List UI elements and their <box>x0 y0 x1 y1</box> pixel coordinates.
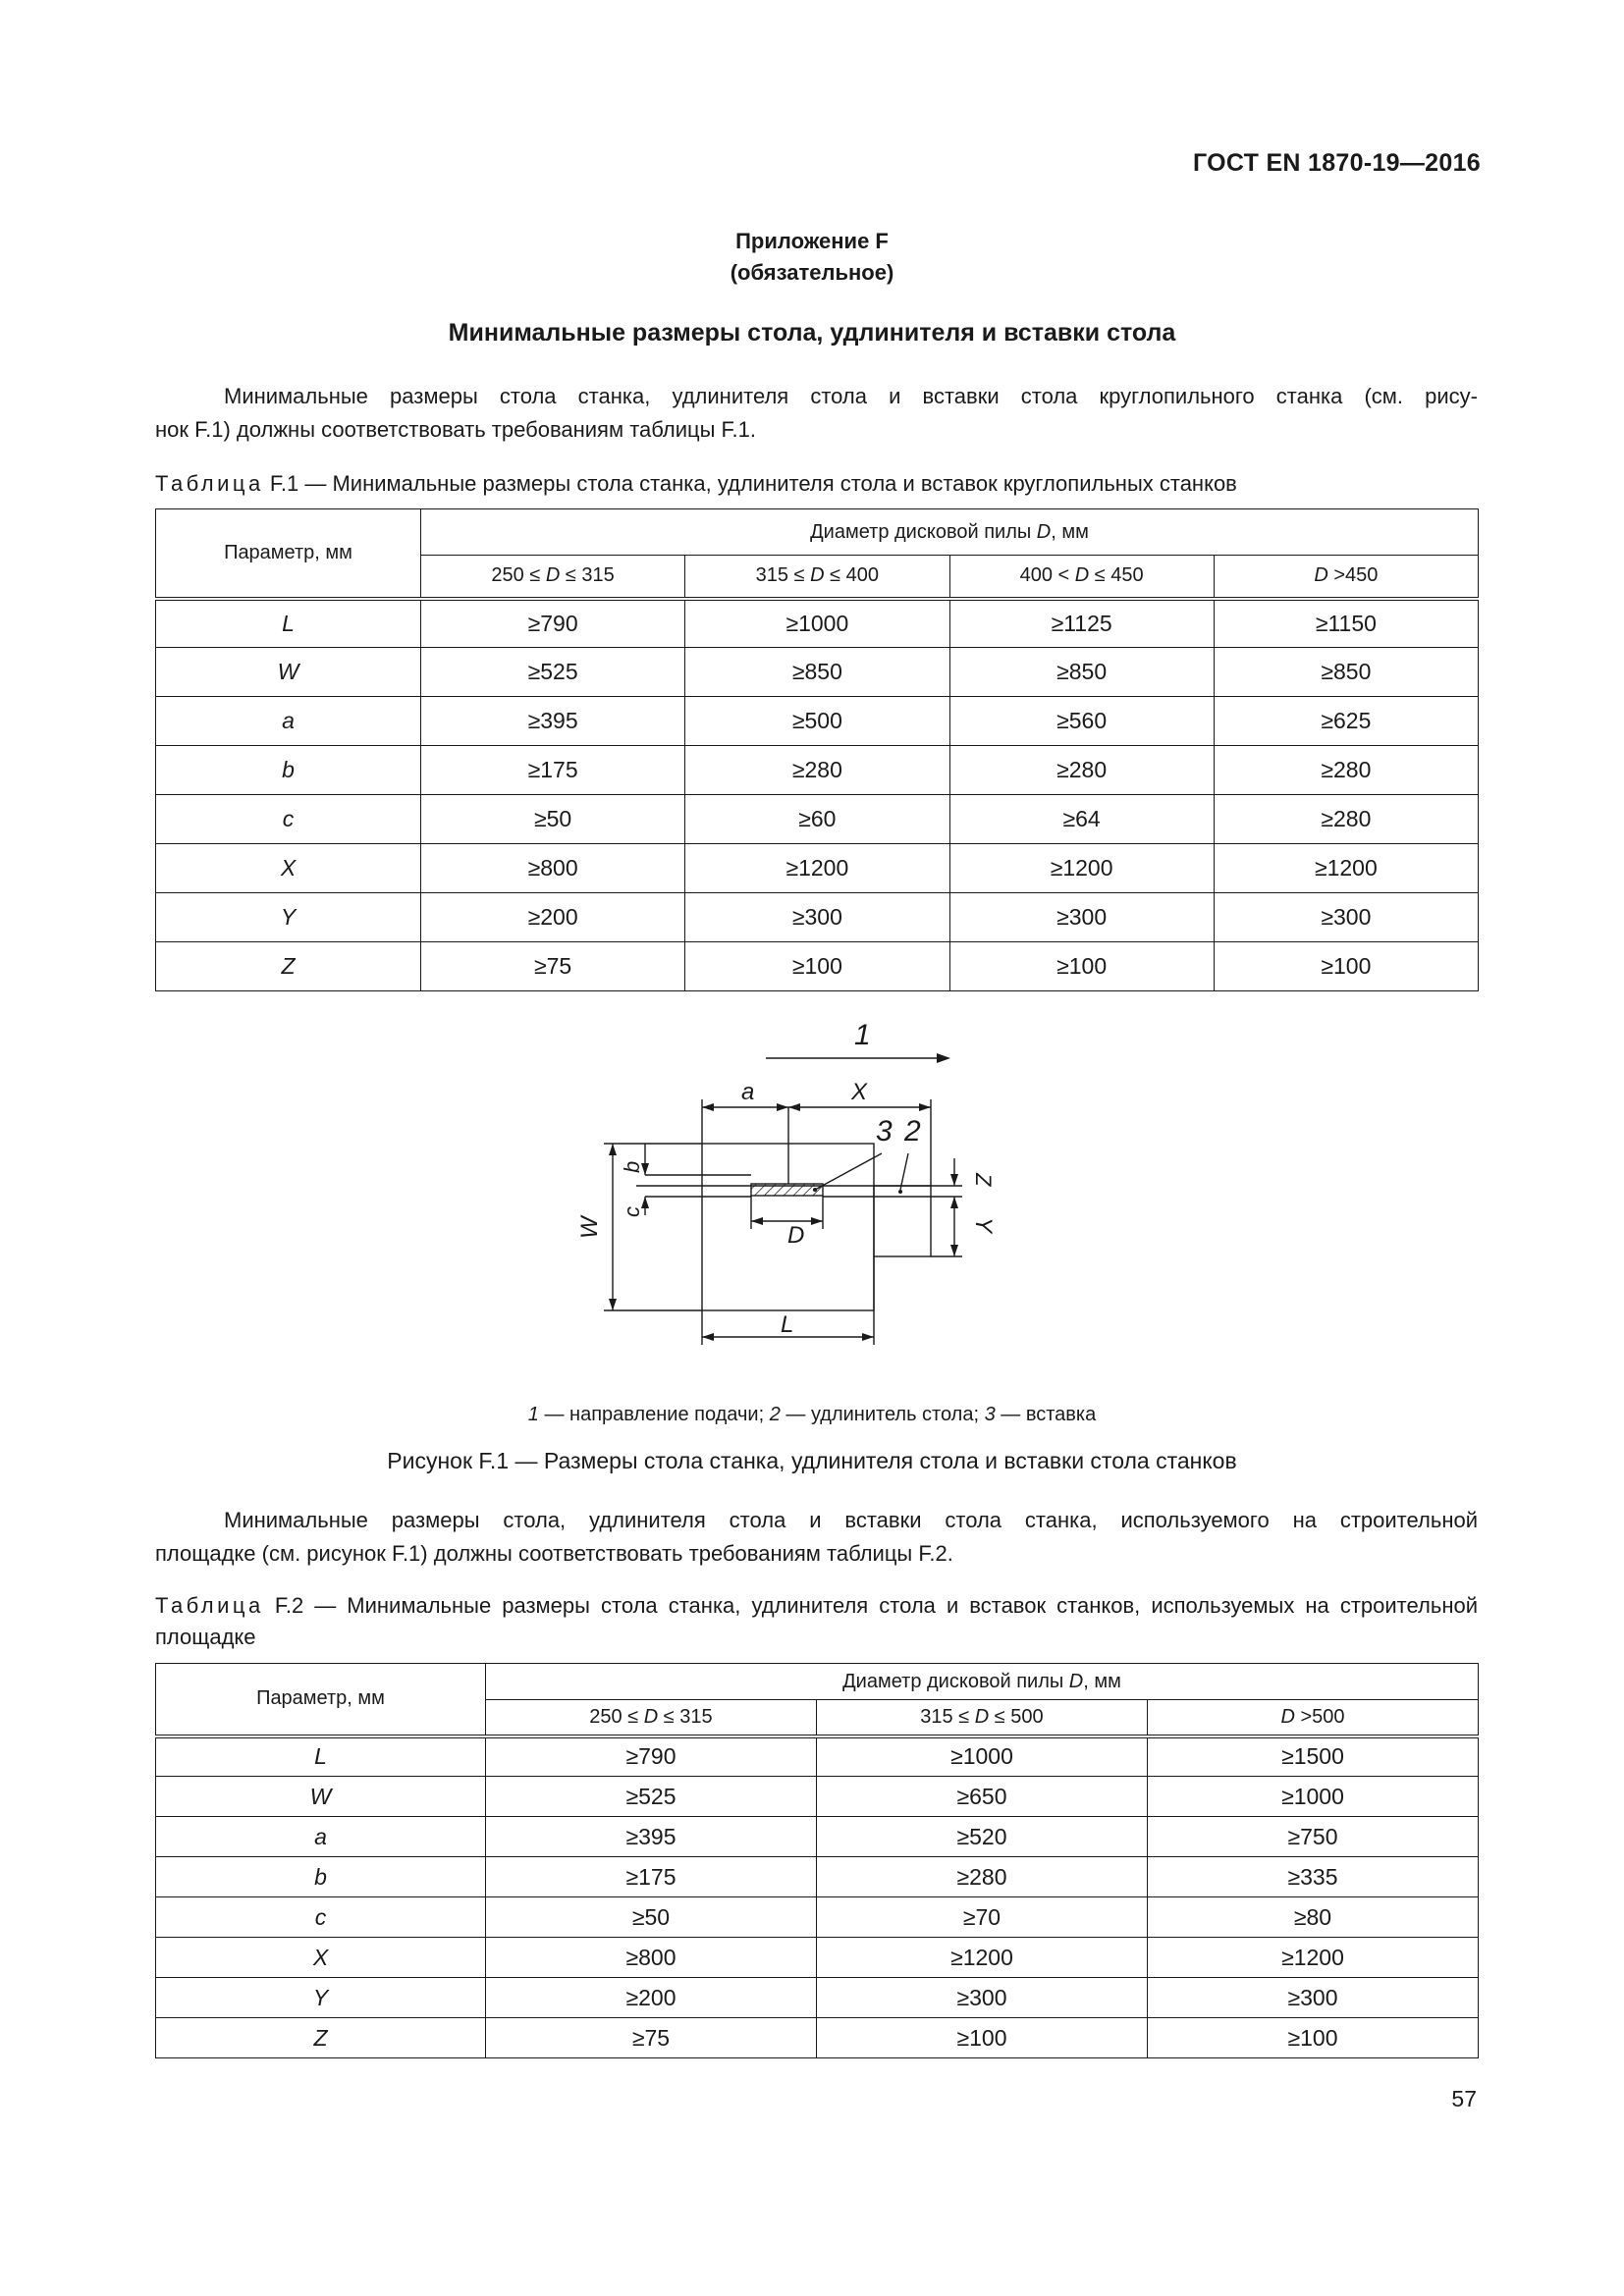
value-cell: ≥525 <box>486 1777 817 1817</box>
fig-label-w: W <box>576 1216 603 1239</box>
parameter-cell: L <box>156 1736 486 1777</box>
paragraph-2 <box>155 1504 1478 1571</box>
table-2-caption <box>155 1590 1478 1653</box>
parameter-cell: c <box>156 795 421 844</box>
table-1-caption-text: F.1 — Минимальные размеры стола станка, удлинителя стола и вставок круглопильных станков <box>269 471 1237 496</box>
parameter-cell: b <box>156 1857 486 1897</box>
value-cell: ≥280 <box>1214 795 1478 844</box>
table-1 <box>155 508 1479 991</box>
appendix-status: (обязательное) <box>730 260 894 285</box>
appendix-title: Приложение F <box>735 229 889 253</box>
fig-label-c: c <box>620 1206 644 1217</box>
parameter-cell: Y <box>156 893 421 942</box>
value-cell: ≥1125 <box>949 599 1214 648</box>
table-row <box>156 697 1479 746</box>
table-2-param-header: Параметр, мм <box>156 1664 486 1736</box>
value-cell: ≥625 <box>1214 697 1478 746</box>
value-cell: ≥335 <box>1148 1857 1479 1897</box>
value-cell: ≥75 <box>421 942 685 991</box>
value-cell: ≥100 <box>1214 942 1478 991</box>
value-cell: ≥395 <box>486 1817 817 1857</box>
standard-header: ГОСТ EN 1870-19—2016 <box>1193 149 1481 177</box>
value-cell: ≥850 <box>1214 648 1478 697</box>
table-row <box>156 1736 1479 1777</box>
value-cell: ≥800 <box>486 1938 817 1978</box>
value-cell: ≥280 <box>949 746 1214 795</box>
value-cell: ≥1200 <box>949 844 1214 893</box>
parameter-cell: b <box>156 746 421 795</box>
figure-title: Рисунок F.1 — Размеры стола станка, удлинителя стола и вставки стола станков <box>387 1448 1237 1473</box>
value-cell: ≥100 <box>1148 2018 1479 2058</box>
value-cell: ≥1000 <box>817 1736 1148 1777</box>
value-cell: ≥1200 <box>1148 1938 1479 1978</box>
fig-label-x: X <box>851 1079 868 1105</box>
table-2-caption-text: F.2 — Минимальные размеры стола станка, удлинителя стола и вставок станков, используемых на строительной площадке <box>155 1593 1478 1649</box>
table-row <box>156 1857 1479 1897</box>
value-cell: ≥70 <box>817 1897 1148 1938</box>
value-cell: ≥280 <box>685 746 949 795</box>
section-heading: Минимальные размеры стола, удлинителя и вставки стола <box>448 319 1176 347</box>
table1-col-header: 250 ≤ D ≤ 315 <box>421 556 685 599</box>
fig-label-feed-direction: 1 <box>854 1019 871 1051</box>
table-row <box>156 844 1479 893</box>
table1-col-header: 315 ≤ D ≤ 400 <box>685 556 949 599</box>
value-cell: ≥50 <box>486 1897 817 1938</box>
parameter-cell: Y <box>156 1978 486 2018</box>
table-1-caption <box>155 468 1478 500</box>
value-cell: ≥790 <box>421 599 685 648</box>
parameter-cell: Z <box>156 942 421 991</box>
value-cell: ≥850 <box>685 648 949 697</box>
table-row <box>156 746 1479 795</box>
fig-label-d: D <box>787 1222 805 1249</box>
paragraph-2-line-1: Минимальные размеры стола, удлинителя стола и вставки стола станка, используемого на строительной <box>224 1508 1478 1532</box>
table-1-group-header: Диаметр дисковой пилы D, мм <box>421 509 1479 556</box>
value-cell: ≥80 <box>1148 1897 1479 1938</box>
paragraph-1 <box>155 380 1478 447</box>
table-2-group-header: Диаметр дисковой пилы D, мм <box>486 1664 1479 1700</box>
figure-f1-diagram <box>530 1011 1100 1364</box>
table-row <box>156 893 1479 942</box>
value-cell: ≥1200 <box>817 1938 1148 1978</box>
value-cell: ≥175 <box>486 1857 817 1897</box>
fig-label-b: b <box>620 1160 644 1173</box>
value-cell: ≥300 <box>817 1978 1148 2018</box>
value-cell: ≥560 <box>949 697 1214 746</box>
paragraph-2-line-2: площадке (см. рисунок F.1) должны соответствовать требованиям таблицы F.2. <box>155 1541 953 1566</box>
table2-col-header: 250 ≤ D ≤ 315 <box>486 1700 817 1736</box>
fig-label-insert: 3 <box>876 1115 893 1148</box>
table-row <box>156 648 1479 697</box>
parameter-cell: Z <box>156 2018 486 2058</box>
paragraph-1-line-1: Минимальные размеры стола станка, удлинителя стола и вставки стола круглопильного станка (см. рису- <box>224 384 1478 408</box>
table1-col-header: D >450 <box>1214 556 1478 599</box>
value-cell: ≥300 <box>685 893 949 942</box>
value-cell: ≥200 <box>421 893 685 942</box>
parameter-cell: W <box>156 648 421 697</box>
table-1-param-header: Параметр, мм <box>156 509 421 599</box>
parameter-cell: X <box>156 1938 486 1978</box>
value-cell: ≥300 <box>949 893 1214 942</box>
fig-label-l: L <box>781 1311 794 1338</box>
table-row <box>156 1897 1479 1938</box>
table-row <box>156 1817 1479 1857</box>
parameter-cell: a <box>156 697 421 746</box>
value-cell: ≥525 <box>421 648 685 697</box>
parameter-cell: X <box>156 844 421 893</box>
value-cell: ≥200 <box>486 1978 817 2018</box>
value-cell: ≥500 <box>685 697 949 746</box>
table-1-caption-word: Таблица <box>155 471 264 496</box>
fig-label-a: a <box>741 1079 755 1105</box>
parameter-cell: L <box>156 599 421 648</box>
paragraph-1-line-2: нок F.1) должны соответствовать требованиям таблицы F.1. <box>155 417 756 442</box>
value-cell: ≥395 <box>421 697 685 746</box>
table-row <box>156 1938 1479 1978</box>
value-cell: ≥650 <box>817 1777 1148 1817</box>
fig-label-extension: 2 <box>904 1115 921 1148</box>
table-row <box>156 599 1479 648</box>
value-cell: ≥1000 <box>1148 1777 1479 1817</box>
table2-col-header: 315 ≤ D ≤ 500 <box>817 1700 1148 1736</box>
value-cell: ≥1200 <box>1214 844 1478 893</box>
value-cell: ≥520 <box>817 1817 1148 1857</box>
value-cell: ≥280 <box>1214 746 1478 795</box>
table-2-caption-word: Таблица <box>155 1593 264 1618</box>
value-cell: ≥800 <box>421 844 685 893</box>
value-cell: ≥850 <box>949 648 1214 697</box>
value-cell: ≥64 <box>949 795 1214 844</box>
value-cell: ≥1000 <box>685 599 949 648</box>
table-2 <box>155 1663 1479 2058</box>
fig-label-z: Z <box>971 1173 996 1187</box>
value-cell: ≥100 <box>817 2018 1148 2058</box>
value-cell: ≥175 <box>421 746 685 795</box>
value-cell: ≥100 <box>949 942 1214 991</box>
value-cell: ≥300 <box>1214 893 1478 942</box>
value-cell: ≥50 <box>421 795 685 844</box>
table2-col-header: D >500 <box>1148 1700 1479 1736</box>
table-row <box>156 1978 1479 2018</box>
table-row <box>156 2018 1479 2058</box>
figure-legend: 1 — направление подачи; 2 — удлинитель стола; 3 — вставка <box>527 1404 1097 1425</box>
value-cell: ≥1150 <box>1214 599 1478 648</box>
fig-label-y: Y <box>970 1217 997 1234</box>
value-cell: ≥280 <box>817 1857 1148 1897</box>
value-cell: ≥1200 <box>685 844 949 893</box>
value-cell: ≥100 <box>685 942 949 991</box>
table-row <box>156 1777 1479 1817</box>
parameter-cell: c <box>156 1897 486 1938</box>
page-number: 57 <box>1451 2086 1477 2111</box>
parameter-cell: a <box>156 1817 486 1857</box>
parameter-cell: W <box>156 1777 486 1817</box>
value-cell: ≥1500 <box>1148 1736 1479 1777</box>
table-row <box>156 795 1479 844</box>
value-cell: ≥790 <box>486 1736 817 1777</box>
value-cell: ≥300 <box>1148 1978 1479 2018</box>
value-cell: ≥60 <box>685 795 949 844</box>
table1-col-header: 400 < D ≤ 450 <box>949 556 1214 599</box>
value-cell: ≥750 <box>1148 1817 1479 1857</box>
value-cell: ≥75 <box>486 2018 817 2058</box>
table-row <box>156 942 1479 991</box>
